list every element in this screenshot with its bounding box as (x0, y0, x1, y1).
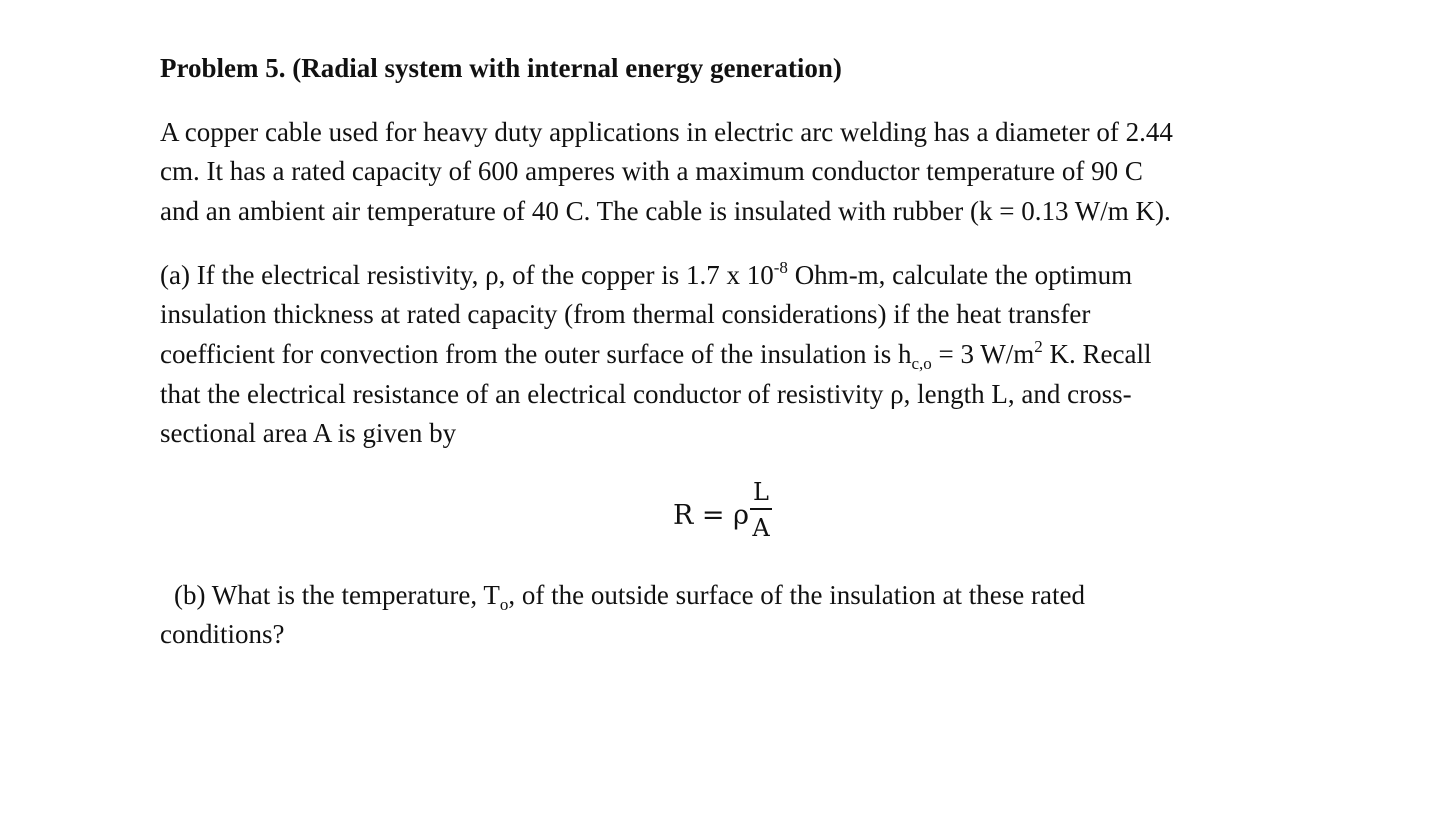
part-a-line-4: that the electrical resistance of an electrical conductor of resistivity ρ, length L, and cross- (160, 379, 1132, 409)
intro-line-1: A copper cable used for heavy duty applications in electric arc welding has a diameter of 2.44 (160, 117, 1173, 147)
part-b-line-1-rest: , of the outside surface of the insulation at these rated (508, 580, 1085, 610)
part-b-line-1 (174, 579, 1085, 615)
equation-numerator: L (753, 478, 769, 506)
part-a-line-5: sectional area A is given by (160, 418, 457, 448)
intro-line-3: and an ambient air temperature of 40 C. The cable is insulated with rubber (k = 0.13 W/m K). (160, 196, 1171, 226)
part-a-line-3-text: coefficient for convection from the outer surface of the insulation is h (160, 339, 912, 369)
part-a-line-3 (160, 338, 1152, 374)
equation-fraction (750, 478, 772, 542)
part-b-line-2: conditions? (160, 619, 285, 649)
part-b-line-1-text: (b) What is the temperature, T (174, 580, 500, 610)
part-a-line-1 (160, 259, 1132, 295)
part-a-line-2: insulation thickness at rated capacity (from thermal considerations) if the heat transfer (160, 299, 1091, 329)
intro-line-2: cm. It has a rated capacity of 600 amperes with a maximum conductor temperature of 90 C (160, 156, 1143, 186)
part-a-line-3-mid: = 3 W/m (931, 339, 1035, 369)
equation-lhs: R = ρ (673, 500, 749, 531)
fraction-bar (750, 508, 772, 510)
equation-denominator: A (752, 514, 770, 542)
t-subscript: o (499, 595, 509, 614)
problem-title: Problem 5. (Radial system with internal energy generation) (160, 53, 842, 83)
part-a-line-1-rest: Ohm-m, calculate the optimum (787, 260, 1133, 290)
part-a-line-1-text: (a) If the electrical resistivity, ρ, of the copper is 1.7 x 10 (160, 260, 774, 290)
h-subscript: c,o (911, 354, 932, 373)
part-a-line-3-rest: K. Recall (1042, 339, 1152, 369)
resistance-equation (673, 478, 803, 558)
resistivity-exponent: -8 (773, 258, 788, 277)
area-exponent: 2 (1034, 337, 1043, 356)
